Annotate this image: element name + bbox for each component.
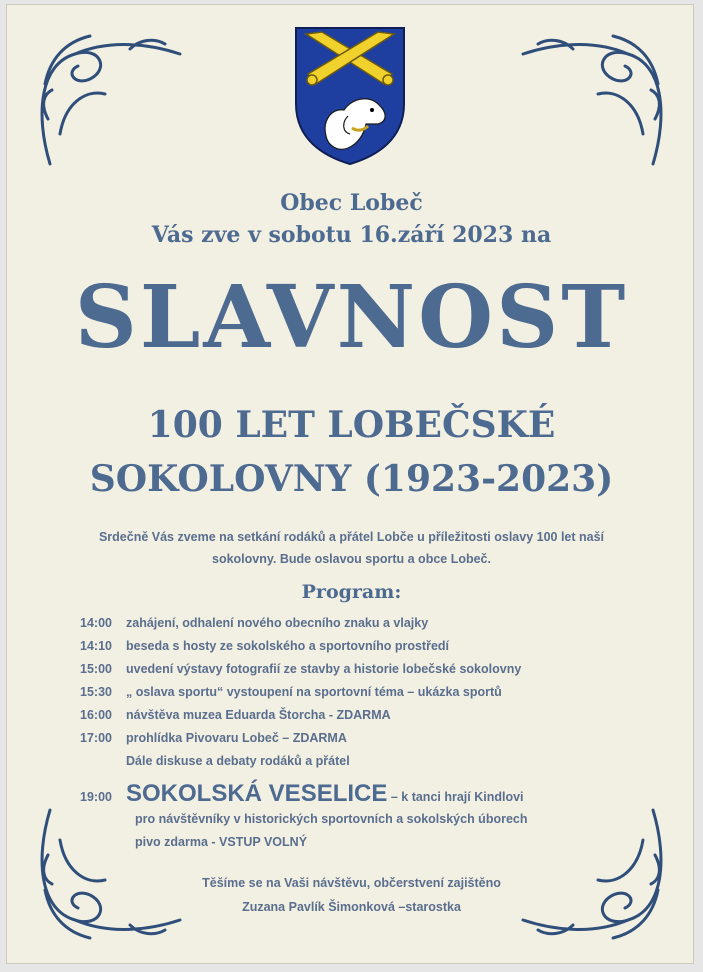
program-item-time: 14:00 (80, 616, 112, 630)
program-item (80, 708, 391, 722)
program-item-text: „ oslava sportu“ vystoupení na sportovní téma – ukázka sportů (126, 685, 502, 699)
program-item (80, 616, 428, 630)
event-subtitle-line1: 100 LET LOBEČSKÉ (147, 404, 556, 446)
evening-line3: pivo zdarma - VSTUP VOLNÝ (135, 835, 308, 849)
footer-line1: Těšíme se na Vaši návštěvu, občerstvení zajištěno (202, 876, 501, 890)
municipal-crest-icon (292, 24, 408, 166)
program-item-text: uvedení výstavy fotografií ze stavby a historie lobečské sokolovny (126, 662, 522, 676)
program-item (80, 662, 521, 676)
event-subtitle-line2: SOKOLOVNY (1923-2023) (89, 458, 614, 500)
program-item (80, 685, 502, 699)
program-item-time: 16:00 (80, 708, 112, 722)
footer-signature: Zuzana Pavlík Šimonková –starostka (242, 900, 461, 914)
evening-time: 19:00 (80, 790, 112, 804)
evening-event (80, 780, 524, 808)
invitation-line: Vás zve v sobotu 16.září 2023 na (151, 222, 552, 248)
program-item (80, 639, 449, 653)
intro-text (0, 526, 703, 570)
ornament-corner-bottom-right (513, 800, 673, 950)
program-item-time: 14:10 (80, 639, 112, 653)
municipality-name: Obec Lobeč (280, 190, 423, 216)
program-item-text: prohlídka Pivovaru Lobeč – ZDARMA (126, 731, 347, 745)
evening-title: SOKOLSKÁ VESELICE (126, 780, 388, 807)
program-item-text: návštěva muzea Eduarda Štorcha - ZDARMA (126, 708, 391, 722)
program-heading: Program: (301, 581, 402, 603)
program-extra: Dále diskuse a debaty rodáků a přátel (126, 754, 350, 768)
intro-line1: Srdečně Vás zveme na setkání rodáků a přátel Lobče u příležitosti oslavy 100 let naší (98, 530, 605, 544)
ornament-corner-top-left (30, 24, 190, 174)
intro-line2: sokolovny. Bude oslavou sportu a obce Lobeč. (212, 552, 491, 566)
evening-title-suffix: – k tanci hrají Kindlovi (387, 790, 524, 804)
program-item (80, 731, 347, 745)
ornament-corner-top-right (513, 24, 673, 174)
program-item-time: 17:00 (80, 731, 112, 745)
event-title: SLAVNOST (74, 267, 629, 368)
evening-line2: pro návštěvníky v historických sportovních a sokolských úborech (135, 812, 528, 826)
program-item-time: 15:30 (80, 685, 112, 699)
program-item-text: zahájení, odhalení nového obecního znaku a vlajky (126, 616, 429, 630)
program-item-time: 15:00 (80, 662, 112, 676)
program-item-text: beseda s hosty ze sokolského a sportovního prostředí (126, 639, 449, 653)
